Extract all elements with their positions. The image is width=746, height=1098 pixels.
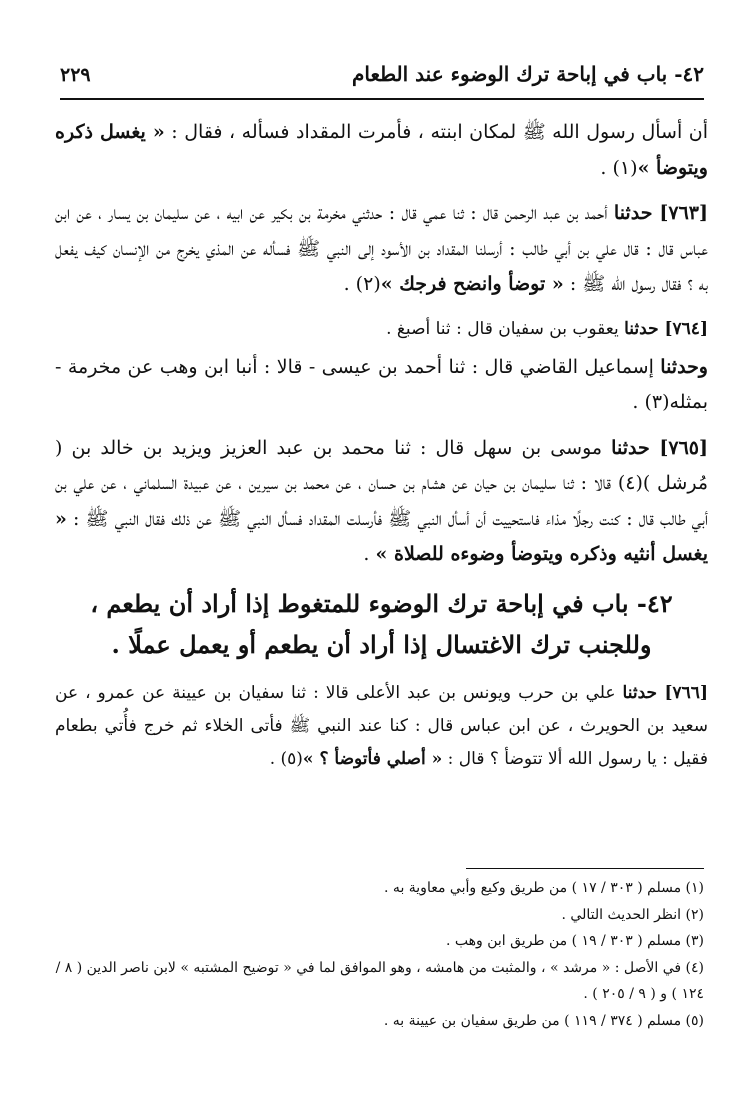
prophetic-quote: « يغسل أنثيه وذكره ويتوضأ وضوءه للصلاة »: [55, 507, 708, 565]
hadith-number: [٧٦٦] حدثنا: [622, 682, 708, 703]
hadith-number: [٧٦٤] حدثنا: [624, 318, 708, 339]
footnote-ref: (١) .: [600, 156, 638, 179]
main-text: [55, 115, 708, 780]
prophetic-quote: « أصلي فأتوضأ ؟ »: [302, 748, 443, 769]
prophetic-quote: « توضأ وانضح فرجك »: [380, 273, 564, 295]
paragraph-text: يعقوب بن سفيان قال : ثنا أصبغ .: [386, 318, 625, 339]
running-header: [60, 62, 704, 100]
hadith-paragraph-764: [55, 313, 708, 346]
paragraph-end: .: [363, 543, 376, 565]
chain-intro: وحدثنا: [660, 355, 708, 378]
paragraph-text: إسماعيل القاضي قال : ثنا أحمد بن عيسى - قالا : أنبا ابن وهب عن مخرمة - بمثله(٣) .: [55, 355, 708, 413]
hadith-paragraph-764-second-chain: [55, 350, 708, 421]
footnote: (٥) مسلم ( ٣٧٤ / ١١٩ ) من طريق سفيان بن عيينة به .: [383, 1012, 704, 1029]
hadith-number: [٧٦٣] حدثنا: [613, 202, 708, 224]
hadith-number: [٧٦٥] حدثنا: [611, 436, 708, 459]
hadith-paragraph-763: [55, 196, 708, 303]
paragraph-text: موسى بن سهل قال : ثنا محمد بن عبد العزيز ويزيد بن خالد بن ( مُرشل )(٤) قالا : ثنا سليمان بن حيان عن هشام بن حسان ، عن محمد بن سيرين ، عن عبيدة السلماني ، عن علي بن أبي طالب قال : كنت رجلًا مذاء فاستحييت أن أسأل النبي ﷺ فأرسلت المقداد فسأل النبي ﷺ عن ذلك فقال النبي ﷺ :: [55, 436, 708, 530]
footnote: (٤) في الأصل : « مرشد » ، والمثبت من هامشه ، وهو الموافق لما في « توضيح المشتبه » لابن ناصر الدين ( ٨ / ١٢٤ ) و ( ٩ / ٢٠٥ ) .: [55, 959, 704, 1002]
paragraph-text: أحمد بن عبد الرحمن قال : ثنا عمي قال : حدثني مخرمة بن بكير عن ابيه ، عن سليمان بن يسار ، عن ابن عباس قال : قال علي بن أبي طالب : أرسلنا المقداد بن الأسود إلى النبي ﷺ فسأله عن المذي يخرج من الإنسان كيف يفعل به ؟ فقال رسول الله ﷺ :: [55, 202, 708, 295]
footnotes: [55, 875, 704, 1034]
hadith-paragraph-765: [55, 431, 708, 573]
footnote-separator: [466, 868, 704, 869]
hadith-paragraph-continuation: [55, 115, 708, 186]
footnote-ref: (٥) .: [269, 748, 303, 769]
footnote-ref: (٢) .: [343, 273, 381, 295]
footnote: (٣) مسلم ( ٣٠٣ / ١٩ ) من طريق ابن وهب .: [446, 933, 704, 949]
footnote: (٢) انظر الحديث التالي .: [561, 906, 704, 923]
chapter-heading: ٤٢- باب في إباحة ترك الوضوء للمتغوط إذا أراد أن يطعم ، وللجنب ترك الاغتسال إذا أراد أن يطعم أو يعمل عملًا .: [90, 588, 673, 659]
paragraph-text: أن أسأل رسول الله ﷺ لمكان ابنته ، فأمرت المقداد فسأله ، فقال :: [164, 121, 708, 143]
paragraph-text: علي بن حرب ويونس بن عبد الأعلى قالا : ثنا سفيان بن عيينة عن عمرو ، عن سعيد بن الحويرث ، عن ابن عباس قال : كنا عند النبي ﷺ فأتى الخلاء ثم خرج فأُتي بطعام فقيل : يا رسول الله ألا تتوضأ ؟ قال :: [55, 682, 708, 769]
chapter-running-title: ٤٢- باب في إباحة ترك الوضوء عند الطعام: [352, 62, 704, 86]
footnote: (١) مسلم ( ٣٠٣ / ١٧ ) من طريق وكيع وأبي معاوية به .: [384, 880, 704, 896]
page-number: ٢٢٩: [60, 64, 91, 86]
hadith-paragraph-766: [55, 677, 708, 776]
prophetic-quote: « يغسل ذكره ويتوضأ »: [55, 121, 708, 179]
